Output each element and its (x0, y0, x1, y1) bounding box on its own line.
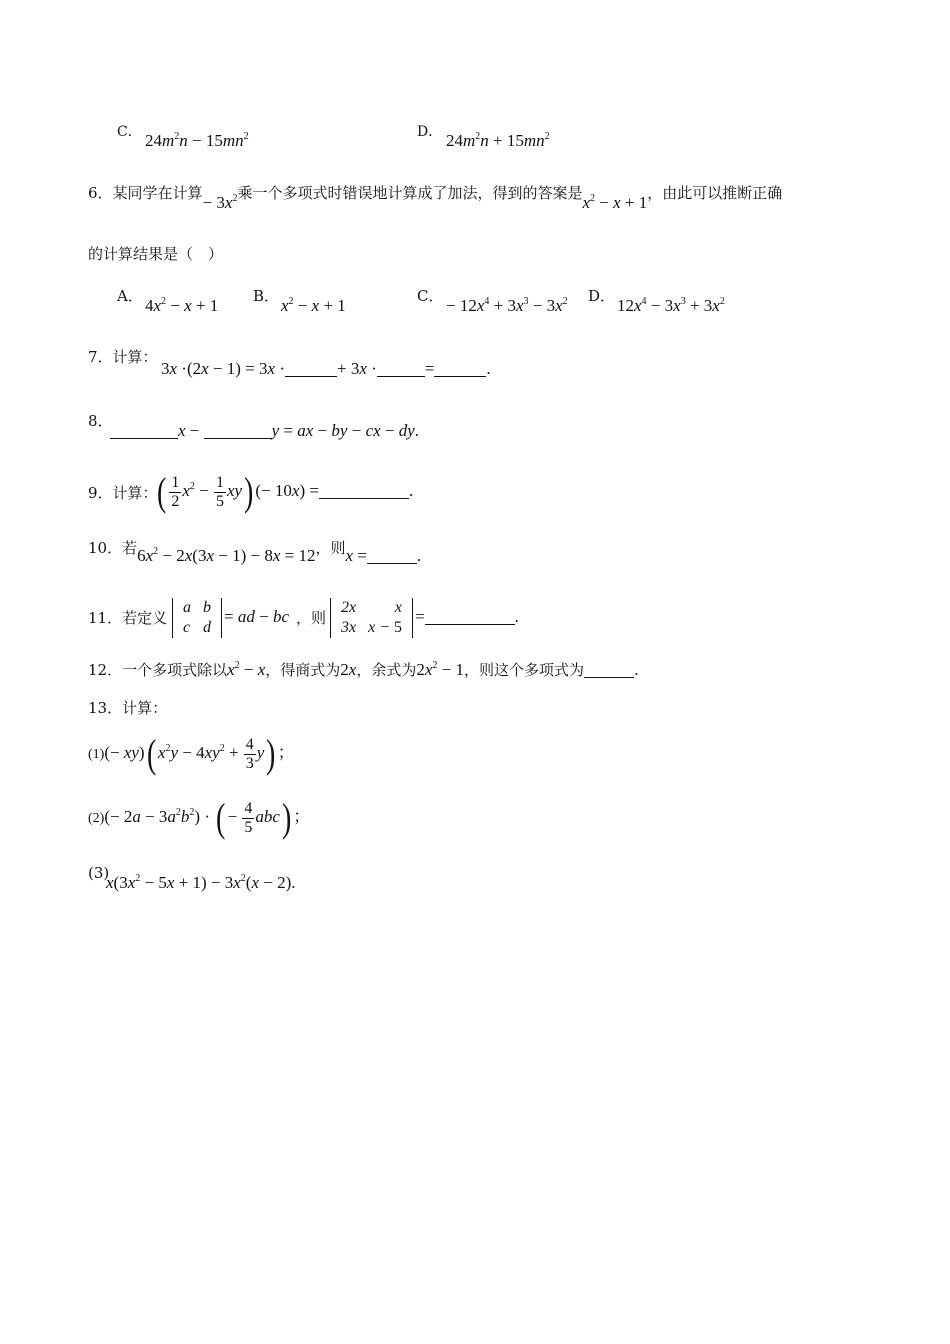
q8-expr: x − y = ax − by − cx − dy. (110, 420, 419, 442)
q11-then: ，则 (296, 609, 327, 627)
q8-blank-2[interactable] (204, 424, 272, 439)
q9-stem: 9．计算： (88, 484, 158, 502)
q6-stem-c: ，由此可以推断正确 (647, 184, 783, 202)
q12-expr-divisor: $x^2 - x$ (227, 660, 266, 679)
q10-stem-b: ，则 (315, 539, 346, 557)
q7-blank-2[interactable] (377, 362, 425, 377)
q12-stem-d: ，则这个多项式为 (464, 661, 585, 679)
q12-expr-remainder: $2x^2 - 1$ (416, 660, 464, 679)
q12-stem-b: ，得商式为 (265, 661, 341, 679)
q7-blank-3[interactable] (434, 362, 486, 377)
q5-option-c-label: C． (117, 124, 142, 140)
q11-blank[interactable] (425, 610, 515, 625)
q6-expr-2: $x^2 - x + 1$ (582, 193, 648, 212)
q7-blank-1[interactable] (285, 362, 337, 377)
q12-stem-a: 12．一个多项式除以 (88, 661, 228, 679)
q12-stem: 12．一个多项式除以$x^2 - x$，得商式为2x，余式为$2x^2 - 1$，则这个多项式为 . (88, 660, 639, 679)
q9-blank[interactable] (319, 484, 409, 499)
q11-def: a b c d = ad − bc (170, 594, 289, 640)
q12-blank[interactable] (584, 663, 634, 678)
q8-stem: 8． (88, 412, 113, 430)
q6-expr-1: − $3x^2$ (202, 193, 238, 212)
q11-det-def: a b c d (172, 598, 222, 638)
q10-stem-a: 10．若 (88, 539, 138, 557)
q10-answer: x = . (345, 546, 422, 565)
q7-expr: 3x ·(2x − 1) = 3x · + 3x · = . (161, 359, 491, 378)
q5-option-d-expr: $24m^2n + 15mn^2$ (446, 131, 550, 150)
q13-stem: 13．计算： (88, 699, 168, 717)
q6-option-a-expr: $4x^2 - x + 1$ (145, 296, 219, 315)
q6-option-a-label: A． (117, 287, 143, 305)
q7-stem: 7．计算： (88, 348, 158, 366)
q5-option-c-expr: $24m^2n - 15mn^2$ (145, 131, 249, 150)
q6-option-d-expr: $12x^4 - 3x^3 + 3x^2$ (617, 296, 725, 315)
q13-part1-label: (1) (88, 747, 105, 762)
q13-part3-label: (3) (88, 864, 110, 882)
q6-stem (88, 182, 783, 212)
q13-part2-label: (2) (88, 811, 105, 826)
q11-det-question: 2x x 3x x − 5 (330, 598, 413, 638)
q8-blank-1[interactable] (110, 424, 178, 439)
q13-part1: (1)(− xy)( $x^2y - 4xy^2$ + $\frac{4}{3}$ y) ； (88, 731, 295, 777)
q10-stem (88, 537, 422, 565)
q5-option-c (117, 120, 142, 143)
q6-option-c-label: C． (417, 287, 444, 305)
q10-expr: $6x^2 - 2x(3x - 1) - 8x = 12$ (137, 546, 316, 565)
q6-option-d-label: D． (588, 287, 616, 305)
q6-stem-a: 6．某同学在计算 (88, 184, 203, 202)
q6-stem-b: 乘一个多项式时错误地计算成了加法，得到的答案是 (237, 184, 583, 202)
q5-option-d (417, 120, 442, 143)
q10-blank[interactable] (367, 549, 417, 564)
q6-stem-line2: 的计算结果是（ ） (88, 245, 224, 263)
q6-option-b-label: B． (253, 287, 280, 305)
q12-expr-quotient: 2x (340, 660, 357, 679)
q6-option-b-expr: $x^2 - x + 1$ (281, 296, 346, 315)
q12-stem-c: ，余式为 (356, 661, 417, 679)
q9-expr: ( $\frac{1}{2}$ $x^2$ − $\frac{1}{5}$ xy) (− 10x) = . (156, 469, 414, 515)
q5-option-d-label: D． (417, 124, 443, 140)
q11-expr: 2x x 3x x − 5 = . (328, 594, 519, 640)
q13-part3-expr: $x(3x^2 - 5x + 1) - 3x^2(x - 2)$. (106, 873, 296, 892)
q11-label: 11．若定义 (88, 609, 168, 627)
q6-option-c-expr: − $12x^4 + 3x^3 - 3x^2$ (446, 296, 568, 315)
q13-part2: $(2)(- 2a - 3a^2b^2)$ · ( − $\frac{4}{5}$ abc) ； (88, 795, 311, 841)
